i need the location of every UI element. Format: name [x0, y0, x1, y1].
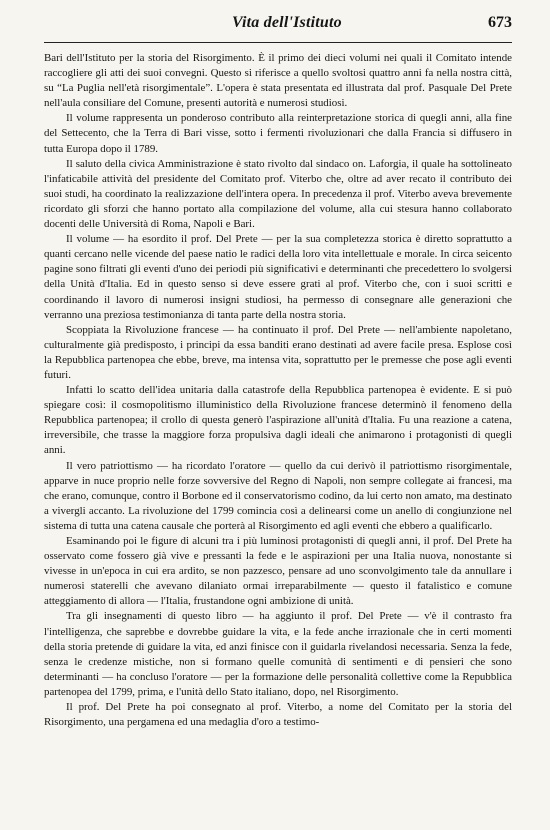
page-number: 673: [488, 14, 512, 31]
paragraph: Tra gli insegnamenti di questo libro — ha aggiunto il prof. Del Prete — v'è il contrasto fra l'intelligenza, che saprebbe e dovrebbe guidare la vita, e la fede anche irrazionale che in certi momenti della storia pretende di guidare la vita, ed anzi finisce con il guidarla rivelandosi necessaria. Senza la fede, senza le credenze mistiche, non si formano quelle comunità di sentimenti e di pensieri che sono determinanti — ha concluso l'oratore — per la formazione delle personalità collettive come la Repubblica partenopea del 1799, prima, e l'unità dello Stato italiano, dopo, nel Risorgimento.: [44, 610, 512, 698]
article-body: [44, 51, 512, 730]
paragraph: Bari dell'Istituto per la storia del Risorgimento. È il primo dei dieci volumi nei quali il Comitato intende raccogliere gli atti dei suoi convegni. Questo si riferisce a quello svoltosi quattro anni fa nella nostra città, su “La Puglia nell'età risorgimentale”. L'opera è stata presentata ed illustrata dal prof. Pasquale Del Prete nell'aula consiliare del Comune, presenti autorità e numerosi studiosi.: [44, 52, 512, 110]
paragraph: Scoppiata la Rivoluzione francese — ha continuato il prof. Del Prete — nell'ambiente napoletano, culturalmente già predisposto, i principi da essa banditi erano destinati ad avere facile presa. Esplose così la Repubblica partenopea che ebbe, breve, ma intensa vita, soprattutto per le premesse che pose agli eventi futuri.: [44, 323, 512, 381]
paragraph: Il volume — ha esordito il prof. Del Prete — per la sua completezza storica è diretto soprattutto a quanti cercano nelle vicende del paese natio le radici della loro vita intellettuale e morale. In circa seicento pagine sono filtrati gli eventi d'uno dei periodi più significativi e determinanti che precedettero lo svolgersi della Unità d'Italia. Ed in questo senso si deve essere grati al prof. Viterbo che, con i suoi scritti e coordinando il lavoro di numerosi insigni studiosi, ha permesso di consegnare alle generazioni che verranno una preziosa testimonianza di tanta parte della nostra storia.: [44, 233, 512, 321]
paragraph: Il saluto della civica Amministrazione è stato rivolto dal sindaco on. Laforgia, il quale ha sottolineato l'infaticabile attività del presidente del Comitato prof. Viterbo che, oltre ad aver recato il contributo dei suoi studi, ha coordinato la realizzazione dell'intera opera. In precedenza il prof. Viterbo aveva brevemente ricordato gli sforzi che hanno portato alla compilazione del volume, alla cui stesura hanno collaborato docenti delle Università di Roma, Napoli e Bari.: [44, 157, 512, 231]
paragraph: Infatti lo scatto dell'idea unitaria dalla catastrofe della Repubblica partenopea è evidente. E si può spiegare così: il cosmopolitismo illuministico della Rivoluzione francese determinò il fenomeno della Repubblica partenopea; il crollo di questa generò l'aspirazione all'unità d'Italia. Fu una reazione a catena, irreversibile, che trasse la maggiore forza propulsiva dagli ideali che animarono i protagonisti di quegli anni.: [44, 384, 512, 457]
paragraph: Il volume rappresenta un ponderoso contributo alla reinterpretazione storica di quegli anni, alla fine del Settecento, che la Terra di Bari visse, sotto i fermenti rivoluzionari che dalla Francia si diffusero in tutta Europa dopo il 1789.: [44, 112, 512, 155]
running-title: Vita dell'Istituto: [232, 14, 342, 31]
paragraph: Il vero patriottismo — ha ricordato l'oratore — quello da cui derivò il patriottismo risorgimentale, apparve in nuce proprio nelle forze sovversive del Regno di Napoli, non sempre collegate ai francesi, ma che erano, comunque, contro il Borbone ed il conservatorismo codino, da lui certo non amato, ma destinato a vivergli accanto. La rivoluzione del 1799 comincia così a delinearsi come un anello di congiunzione nel sistema di tutta una catena causale che porterà al Risorgimento ed agli eventi che ebbero a qualificarlo.: [44, 459, 512, 532]
page-header: [44, 14, 512, 43]
paragraph: Esaminando poi le figure di alcuni tra i più luminosi protagonisti di quegli anni, il prof. Del Prete ha osservato come fossero già vive e pressanti la fede e le aspirazioni per una Italia nuova, nonostante si vivesse in un'epoca in cui era ardito, se non pazzesco, pensare ad uno sconvolgimento tale da annullare i numerosi staterelli che avevano dilaniato ormai irreparabilmente — questo il fatalistico e comune atteggiamento di allora — l'Italia, frustandone ogni ambizione di unità.: [44, 535, 512, 608]
paragraph: Il prof. Del Prete ha poi consegnato al prof. Viterbo, a nome del Comitato per la storia del Risorgimento, una pergamena ed una medaglia d'oro a testimo-: [44, 701, 512, 729]
